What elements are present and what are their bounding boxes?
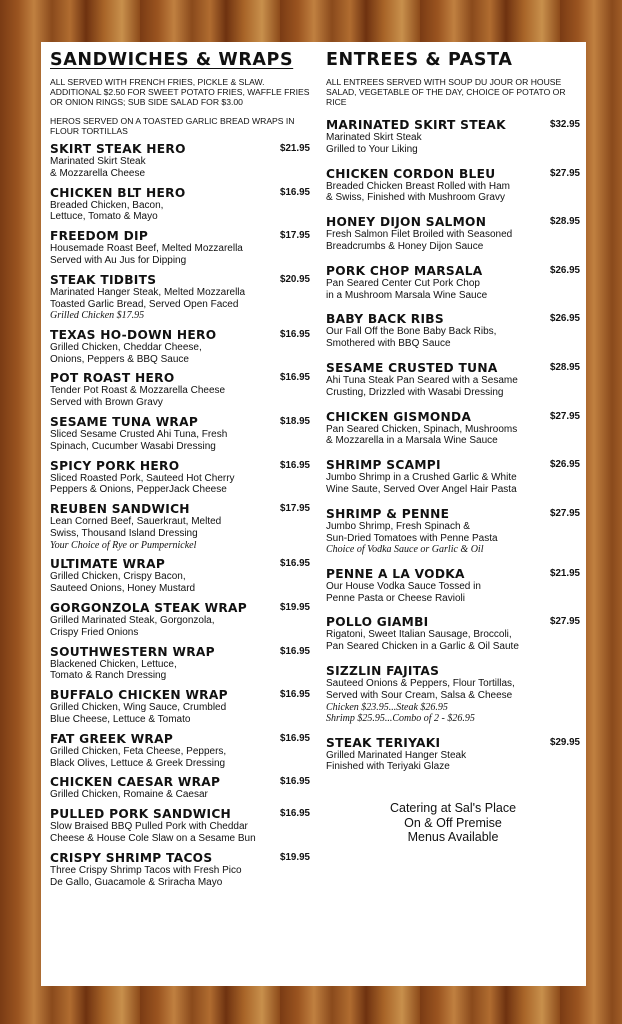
menu-item-price: $29.95 [550, 736, 580, 748]
menu-item-price: $16.95 [280, 689, 310, 701]
menu-item-description: Breaded Chicken Breast Rolled with Ham [326, 180, 510, 192]
menu-item-name: CHICKEN BLT HERO [50, 185, 186, 200]
menu-item-description: Sliced Sesame Crusted Ahi Tuna, Fresh [50, 429, 228, 441]
menu-item-price: $27.95 [550, 167, 580, 179]
menu-item-name: SESAME TUNA WRAP [50, 415, 199, 430]
menu-item [50, 851, 310, 889]
section-title-entrees: ENTREES & PASTA [326, 50, 513, 70]
menu-item [326, 615, 580, 653]
menu-item-price: $21.95 [280, 143, 310, 154]
menu-item-price: $16.95 [280, 645, 310, 657]
menu-item [50, 229, 310, 267]
menu-item-price: $16.95 [280, 372, 310, 384]
menu-item-description: Grilled Chicken, Cheddar Cheese, [50, 341, 202, 353]
menu-item-name: SIZZLIN FAJITAS [326, 664, 440, 679]
menu-item-name: SHRIMP SCAMPI [326, 458, 441, 473]
menu-item [50, 732, 310, 770]
menu-item [50, 415, 310, 453]
menu-item-name: PORK CHOP MARSALA [326, 263, 483, 278]
menu-item-price: $26.95 [550, 313, 580, 325]
menu-item-description: Three Crispy Shrimp Tacos with Fresh Pico [50, 864, 242, 876]
menu-item-price: $21.95 [550, 567, 580, 579]
menu-item-description: Breaded Chicken, Bacon, [50, 199, 164, 211]
section-title-sandwiches: SANDWICHES & WRAPS [50, 50, 294, 70]
menu-item-description: Toasted Garlic Bread, Served Open Faced [50, 298, 239, 310]
menu-item-description: Pan Seared Center Cut Pork Chop [326, 277, 480, 289]
menu-item [326, 458, 580, 496]
menu-item-name: BUFFALO CHICKEN WRAP [50, 688, 228, 703]
catering-note [326, 801, 580, 845]
menu-item-price: $16.95 [280, 186, 310, 198]
menu-item-price: $28.95 [550, 216, 580, 228]
menu-item-name: STEAK TERIYAKI [326, 735, 441, 750]
menu-item-price: $16.95 [280, 732, 310, 744]
menu-item-description: Onions, Peppers & BBQ Sauce [50, 353, 189, 365]
menu-item-description: Grilled to Your Liking [326, 143, 418, 155]
menu-item [50, 775, 310, 801]
menu-item-description: Blackened Chicken, Lettuce, [50, 658, 177, 670]
menu-item-price: $28.95 [550, 361, 580, 373]
menu-item-name: TEXAS HO-DOWN HERO [50, 327, 217, 342]
menu-item-price: $17.95 [280, 230, 310, 242]
menu-item-description: Fresh Salmon Filet Broiled with Seasoned [326, 229, 513, 241]
menu-item-price: $26.95 [550, 264, 580, 276]
menu-item-option: Grilled Chicken $17.95 [50, 310, 145, 322]
entrees-served-note: ALL ENTREES SERVED WITH SOUP DU JOUR OR HOUSE SALAD, VEGETABLE OF THE DAY, CHOICE OF POTATO OR RICE [326, 77, 566, 107]
menu-item-price: $27.95 [550, 410, 580, 422]
menu-item-name: POLLO GIAMBI [326, 615, 429, 630]
menu-item [326, 264, 580, 302]
menu-item-description: Sliced Roasted Pork, Sauteed Hot Cherry [50, 472, 235, 484]
menu-item-price: $32.95 [550, 119, 580, 130]
menu-item-description: Pan Seared Chicken, Spinach, Mushrooms [326, 423, 518, 435]
entrees-pasta-column [326, 42, 580, 845]
menu-item-option: Choice of Vodka Sauce or Garlic & Oil [326, 544, 484, 556]
menu-item [50, 502, 310, 551]
menu-item [326, 361, 580, 399]
menu-item-description: Tender Pot Roast & Mozzarella Cheese [50, 385, 226, 397]
menu-item-option: Your Choice of Rye or Pumpernickel [50, 539, 197, 551]
menu-item [326, 736, 580, 774]
menu-item-description: in a Mushroom Marsala Wine Sauce [326, 289, 488, 301]
menu-item-description: Wine Saute, Served Over Angel Hair Pasta [326, 483, 517, 495]
menu-item-price: $16.95 [280, 558, 310, 570]
menu-item [50, 328, 310, 366]
menu-item [50, 688, 310, 726]
menu-item-description: Slow Braised BBQ Pulled Pork with Cheddar [50, 821, 248, 833]
menu-item-name: SOUTHWESTERN WRAP [50, 644, 215, 659]
catering-line: Menus Available [407, 830, 499, 845]
menu-item [50, 601, 310, 639]
menu-item-description: Cheese & House Cole Slaw on a Sesame Bun [50, 832, 256, 844]
catering-line: On & Off Premise [404, 815, 502, 830]
menu-item-description: Marinated Hanger Steak, Melted Mozzarella [50, 286, 246, 298]
menu-item-name: SESAME CRUSTED TUNA [326, 360, 498, 375]
menu-item-description: Grilled Chicken, Romaine & Caesar [50, 789, 208, 801]
menu-item-description: Finished with Teriyaki Glaze [326, 761, 450, 773]
menu-item-description: Grilled Chicken, Crispy Bacon, [50, 571, 186, 583]
menu-item-description: Sauteed Onions & Peppers, Flour Tortillas, [326, 678, 515, 690]
menu-item [326, 215, 580, 253]
menu-item-name: ULTIMATE WRAP [50, 557, 166, 572]
menu-item-description: Black Olives, Lettuce & Greek Dressing [50, 757, 226, 769]
menu-page [41, 42, 586, 986]
menu-item-description: & Mozzarella in a Marsala Wine Sauce [326, 435, 498, 447]
menu-item-option: Chicken $23.95...Steak $26.95 [326, 701, 448, 713]
menu-item-description: Lean Corned Beef, Sauerkraut, Melted [50, 516, 222, 528]
menu-item [326, 312, 580, 350]
menu-item [50, 371, 310, 409]
menu-item-description: Rigatoni, Sweet Italian Sausage, Broccoli, [326, 629, 512, 641]
menu-item-price: $18.95 [280, 416, 310, 428]
catering-line: Catering at Sal's Place [389, 801, 517, 816]
menu-item-name: SHRIMP & PENNE [326, 506, 450, 521]
menu-item-description: Grilled Chicken, Wing Sauce, Crumbled [50, 702, 227, 714]
menu-item-price: $19.95 [280, 851, 310, 863]
menu-item-description: Our House Vodka Sauce Tossed in [326, 580, 481, 592]
menu-item [50, 273, 310, 322]
menu-item-description: Grilled Marinated Hanger Steak [326, 749, 467, 761]
menu-item-description: Jumbo Shrimp in a Crushed Garlic & White [326, 472, 517, 484]
menu-item-description: Sun-Dried Tomatoes with Penne Pasta [326, 532, 498, 544]
menu-item-description: Lettuce, Tomato & Mayo [50, 211, 158, 223]
menu-item-price: $16.95 [280, 776, 310, 788]
menu-item-description: Sauteed Onions, Honey Mustard [50, 583, 196, 595]
menu-item-description: Our Fall Off the Bone Baby Back Ribs, [326, 326, 497, 338]
sandwiches-list [50, 142, 310, 888]
menu-item [326, 118, 580, 156]
menu-item-name: FREEDOM DIP [50, 229, 149, 244]
menu-item [326, 664, 580, 725]
menu-item-description: Crusting, Drizzled with Wasabi Dressing [326, 386, 504, 398]
menu-item [50, 459, 310, 497]
menu-item [50, 142, 310, 180]
menu-item-description: Grilled Chicken, Feta Cheese, Peppers, [50, 745, 227, 757]
menu-item-description: Spinach, Cucumber Wasabi Dressing [50, 440, 216, 452]
menu-item-name: STEAK TIDBITS [50, 272, 157, 287]
heros-served-note: HEROS SERVED ON A TOASTED GARLIC BREAD WRAPS IN FLOUR TORTILLAS [50, 116, 295, 136]
menu-item-name: CHICKEN CAESAR WRAP [50, 775, 221, 790]
menu-item-price: $27.95 [550, 507, 580, 519]
menu-item-price: $16.95 [280, 328, 310, 340]
menu-item-description: Swiss, Thousand Island Dressing [50, 528, 198, 540]
menu-item [326, 410, 580, 448]
menu-item-price: $27.95 [550, 616, 580, 628]
menu-item-price: $16.95 [280, 808, 310, 820]
menu-item-description: Served with Au Jus for Dipping [50, 254, 187, 266]
menu-item-name: HONEY DIJON SALMON [326, 215, 487, 230]
menu-item-name: REUBEN SANDWICH [50, 502, 190, 517]
menu-item-name: MARINATED SKIRT STEAK [326, 118, 506, 132]
menu-item-price: $19.95 [280, 601, 310, 613]
menu-item-description: & Mozzarella Cheese [50, 167, 146, 179]
menu-item-price: $17.95 [280, 503, 310, 515]
menu-item-description: Marinated Skirt Steak [50, 156, 146, 167]
menu-item-description: Housemade Roast Beef, Melted Mozzarella [50, 243, 243, 255]
menu-item-description: Breadcrumbs & Honey Dijon Sauce [326, 240, 484, 252]
menu-item-description: Penne Pasta or Cheese Ravioli [326, 592, 465, 604]
menu-item-name: CHICKEN GISMONDA [326, 409, 472, 424]
sandwiches-wraps-column [50, 42, 310, 888]
menu-item-description: Served with Brown Gravy [50, 397, 163, 409]
menu-item-description: Marinated Skirt Steak [326, 132, 422, 143]
menu-item [50, 645, 310, 683]
menu-item-description: Peppers & Onions, PepperJack Cheese [50, 484, 227, 496]
menu-item-description: Ahi Tuna Steak Pan Seared with a Sesame [326, 374, 518, 386]
menu-item-name: PULLED PORK SANDWICH [50, 807, 232, 822]
menu-item-name: CHICKEN CORDON BLEU [326, 166, 496, 181]
menu-item-description: De Gallo, Guacamole & Sriracha Mayo [50, 876, 223, 888]
menu-item-price: $20.95 [280, 273, 310, 285]
menu-item-name: SKIRT STEAK HERO [50, 142, 186, 156]
menu-item-description: Pan Seared Chicken in a Garlic & Oil Saute [326, 641, 519, 653]
menu-item-name: SPICY PORK HERO [50, 458, 180, 473]
menu-item-description: Blue Cheese, Lettuce & Tomato [50, 713, 191, 725]
menu-item-price: $16.95 [280, 459, 310, 471]
menu-item-name: GORGONZOLA STEAK WRAP [50, 600, 247, 615]
menu-item-name: POT ROAST HERO [50, 371, 175, 386]
menu-item [326, 507, 580, 556]
menu-item-option: Shrimp $25.95...Combo of 2 - $26.95 [326, 713, 475, 725]
menu-item-description: & Swiss, Finished with Mushroom Gravy [326, 192, 505, 204]
menu-item [50, 186, 310, 224]
menu-item-name: CRISPY SHRIMP TACOS [50, 850, 213, 865]
menu-item-description: Served with Sour Cream, Salsa & Cheese [326, 689, 513, 701]
menu-item [326, 167, 580, 205]
menu-item-price: $26.95 [550, 459, 580, 471]
menu-item-name: FAT GREEK WRAP [50, 731, 174, 746]
menu-item-name: BABY BACK RIBS [326, 312, 444, 327]
menu-item-description: Tomato & Ranch Dressing [50, 670, 167, 682]
menu-item-description: Jumbo Shrimp, Fresh Spinach & [326, 520, 470, 532]
menu-item [50, 807, 310, 845]
entrees-list [326, 118, 580, 773]
menu-item-description: Smothered with BBQ Sauce [326, 338, 451, 350]
menu-item-description: Crispy Fried Onions [50, 626, 139, 638]
menu-item [50, 557, 310, 595]
menu-item-description: Grilled Marinated Steak, Gorgonzola, [50, 614, 215, 626]
menu-item-name: PENNE A LA VODKA [326, 566, 465, 581]
menu-item [326, 567, 580, 605]
sandwiches-served-note: ALL SERVED WITH FRENCH FRIES, PICKLE & SLAW. ADDITIONAL $2.50 FOR SWEET POTATO FRIES, WAFFLE FRIES OR ONION RINGS; SUB SIDE SALAD FOR $3.00 [50, 77, 310, 107]
